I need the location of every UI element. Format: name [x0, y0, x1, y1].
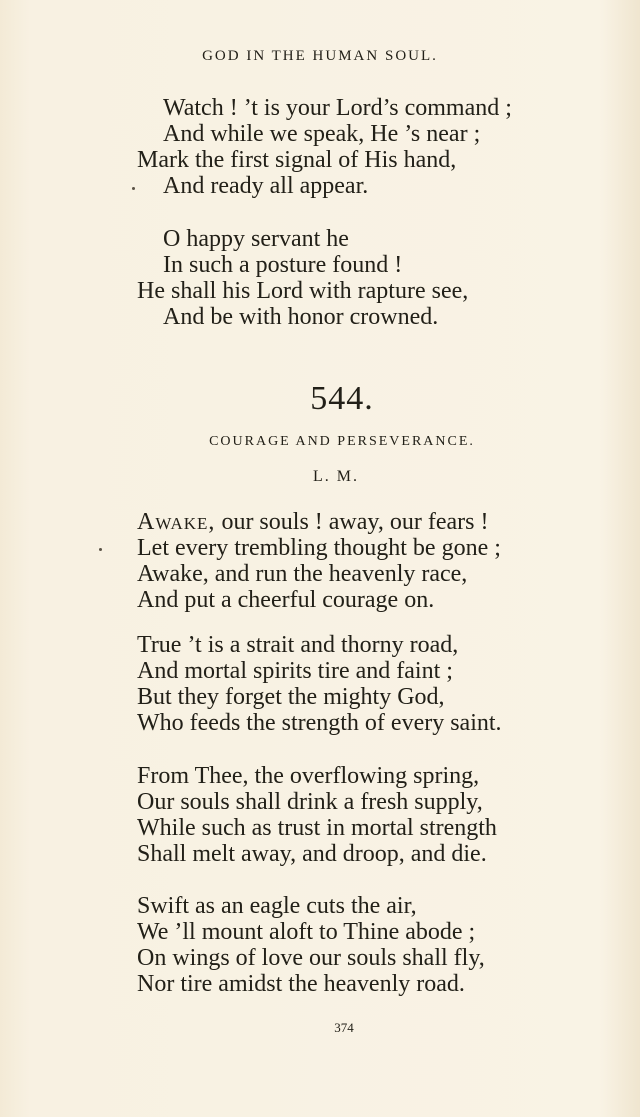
margin-speck [99, 548, 102, 551]
verse-line: Mark the first signal of His hand, [137, 147, 457, 173]
verse-line: Awake, and run the heavenly race, [137, 561, 468, 587]
verse-line: On wings of love our souls shall fly, [137, 945, 485, 971]
verse-line: We ’ll mount aloft to Thine abode ; [137, 919, 476, 945]
first-word: Awake, [137, 509, 216, 535]
verse-line: And mortal spirits tire and faint ; [137, 658, 453, 684]
hymn-number: 544. [310, 380, 374, 417]
hymn-title: COURAGE AND PERSEVERANCE. [209, 434, 475, 449]
hymn-meter: L. M. [313, 468, 359, 485]
verse-line: In such a posture found ! [163, 252, 403, 278]
verse-line: And put a cheerful courage on. [137, 587, 435, 613]
verse-line: He shall his Lord with rapture see, [137, 278, 469, 304]
verse-line: And be with honor crowned. [163, 304, 439, 330]
verse-line: From Thee, the overflowing spring, [137, 763, 480, 789]
verse-line: While such as trust in mortal strength [137, 815, 497, 841]
page-number: 374 [334, 1020, 354, 1035]
verse-line: Shall melt away, and droop, and die. [137, 841, 487, 867]
verse-line: But they forget the mighty God, [137, 684, 445, 710]
verse-line: Our souls shall drink a fresh supply, [137, 789, 483, 815]
first-line-rest: our souls ! away, our fears ! [215, 509, 489, 535]
verse-line: True ’t is a strait and thorny road, [137, 632, 459, 658]
verse-line: Who feeds the strength of every saint. [137, 710, 502, 736]
verse-line: Nor tire amidst the heavenly road. [137, 971, 465, 997]
verse-line: O happy servant he [163, 226, 349, 252]
verse-line: Let every trembling thought be gone ; [137, 535, 501, 561]
verse-line: And while we speak, He ’s near ; [163, 121, 481, 147]
margin-speck [132, 187, 135, 190]
verse-line: And ready all appear. [163, 173, 369, 199]
running-head: GOD IN THE HUMAN SOUL. [202, 48, 438, 64]
verse-first-line [137, 508, 488, 536]
verse-line: Swift as an eagle cuts the air, [137, 893, 417, 919]
verse-line: Watch ! ’t is your Lord’s command ; [163, 95, 512, 121]
